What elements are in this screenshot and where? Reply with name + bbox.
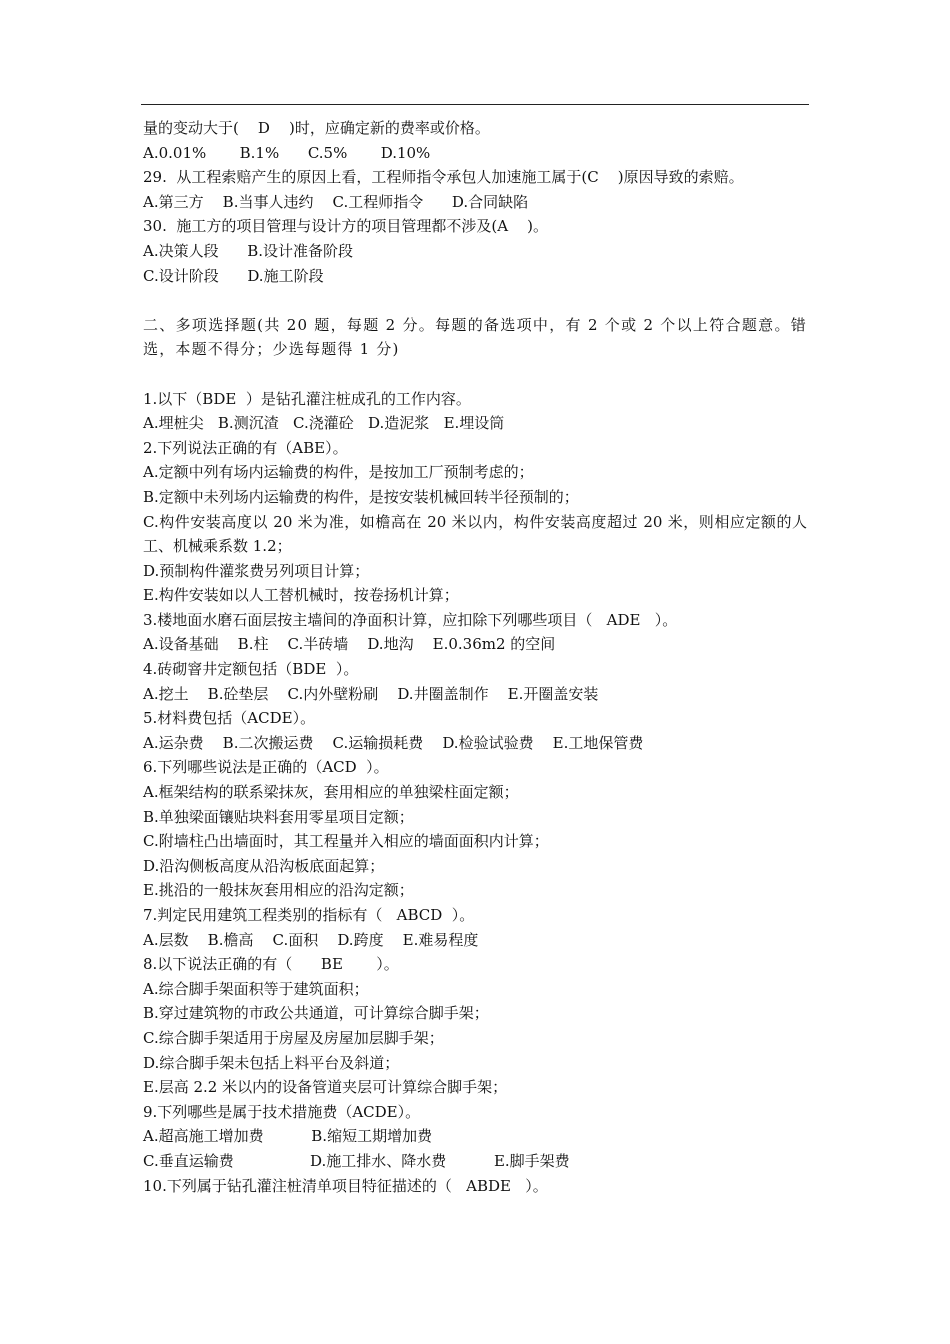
section-heading: 二、多项选择题(共 20 题，每题 2 分。每题的备选项中，有 2 个或 2 个以上符合题意。错选，本题不得分；少选每题得 1 分) [143,315,807,359]
text-line: A.层数 B.檐高 C.面积 D.跨度 E.难易程度 [143,930,479,949]
text-line: 2.下列说法正确的有（ABE）。 [143,438,348,457]
page-content [143,116,807,1198]
text-line: A.定额中列有场内运输费的构件，是按加工厂预制考虑的； [143,463,534,482]
text-line: 4.砖砌窨井定额包括（BDE ）。 [143,660,359,679]
text-line: D.沿沟侧板高度从沿沟板底面起算； [143,856,385,875]
header-rule [141,104,809,105]
text-line: D.综合脚手架未包括上料平台及斜道； [143,1053,400,1072]
text-line: 3.楼地面水磨石面层按主墙间的净面积计算，应扣除下列哪些项目（ ADE ）。 [143,610,678,629]
text-line: B.单独梁面镶贴块料套用零星项目定额； [143,807,414,826]
text-line: 量的变动大于( D )时，应确定新的费率或价格。 [143,119,490,137]
text-line: 29. 从工程索赔产生的原因上看，工程师指令承包人加速施工属于(C )原因导致的索赔。 [143,168,744,187]
text-line: A.0.01% B.1% C.5% D.10% [143,143,431,162]
text-line: C.综合脚手架适用于房屋及房屋加层脚手架； [143,1028,444,1047]
text-line: A.设备基础 B.柱 C.半砖墙 D.地沟 E.0.36m2 的空间 [143,635,556,654]
text-line: 6.下列哪些说法是正确的（ACD ）。 [143,758,389,777]
text-line: 5.材料费包括（ACDE）。 [143,709,316,728]
text-line: E.层高 2.2 米以内的设备管道夹层可计算综合脚手架； [143,1078,508,1097]
text-line: C.垂直运输费 D.施工排水、降水费 E.脚手架费 [143,1151,570,1170]
text-line: A.超高施工增加费 B.缩短工期增加费 [143,1127,433,1146]
single-choice-block [143,116,807,288]
text-line: E.挑沿的一般抹灰套用相应的沿沟定额； [143,881,414,900]
text-line: A.综合脚手架面积等于建筑面积； [143,979,369,998]
text-line: C.附墙柱凸出墙面时，其工程量并入相应的墙面面积内计算； [143,832,549,851]
text-line: A.运杂费 B.二次搬运费 C.运输损耗费 D.检验试验费 E.工地保管费 [143,733,644,752]
text-line: A.框架结构的联系梁抹灰，套用相应的单独梁柱面定额； [143,783,519,802]
text-line: 7.判定民用建筑工程类别的指标有（ ABCD ）。 [143,906,475,924]
blank-line [143,288,807,313]
text-line: A.决策人段 B.设计准备阶段 [143,241,354,260]
text-line: 1.以下（BDE ）是钻孔灌注桩成孔的工作内容。 [143,389,471,408]
text-line: A.第三方 B.当事人违约 C.工程师指令 D.合同缺陷 [143,192,529,211]
text-line: 9.下列哪些是属于技术措施费（ACDE）。 [143,1102,421,1121]
text-line: E.构件安装如以人工替机械时，按卷扬机计算； [143,586,459,605]
text-line: A.挖土 B.砼垫层 C.内外壁粉刷 D.井圈盖制作 E.开圈盖安装 [143,684,599,703]
multi-choice-block [143,387,807,1199]
text-line: D.预制构件灌浆费另列项目计算； [143,561,370,580]
text-line: B.定额中未列场内运输费的构件，是按安装机械回转半径预制的； [143,487,579,506]
text-line: C.设计阶段 D.施工阶段 [143,266,324,285]
text-line: 30. 施工方的项目管理与设计方的项目管理都不涉及(A )。 [143,217,549,236]
blank-line [143,362,807,387]
text-line: B.穿过建筑物的市政公共通道，可计算综合脚手架； [143,1004,489,1023]
text-line-wrapped: C.构件安装高度以 20 米为准，如檐高在 20 米以内，构件安装高度超过 20 米，则相应定额的人工、机械乘系数 1.2； [143,512,807,556]
text-line: 10.下列属于钻孔灌注桩清单项目特征描述的（ ABDE ）。 [143,1176,548,1195]
text-line: 8.以下说法正确的有（ BE ）。 [143,955,399,974]
text-line: A.埋桩尖 B.测沉渣 C.浇灌砼 D.造泥浆 E.埋设筒 [143,414,505,433]
